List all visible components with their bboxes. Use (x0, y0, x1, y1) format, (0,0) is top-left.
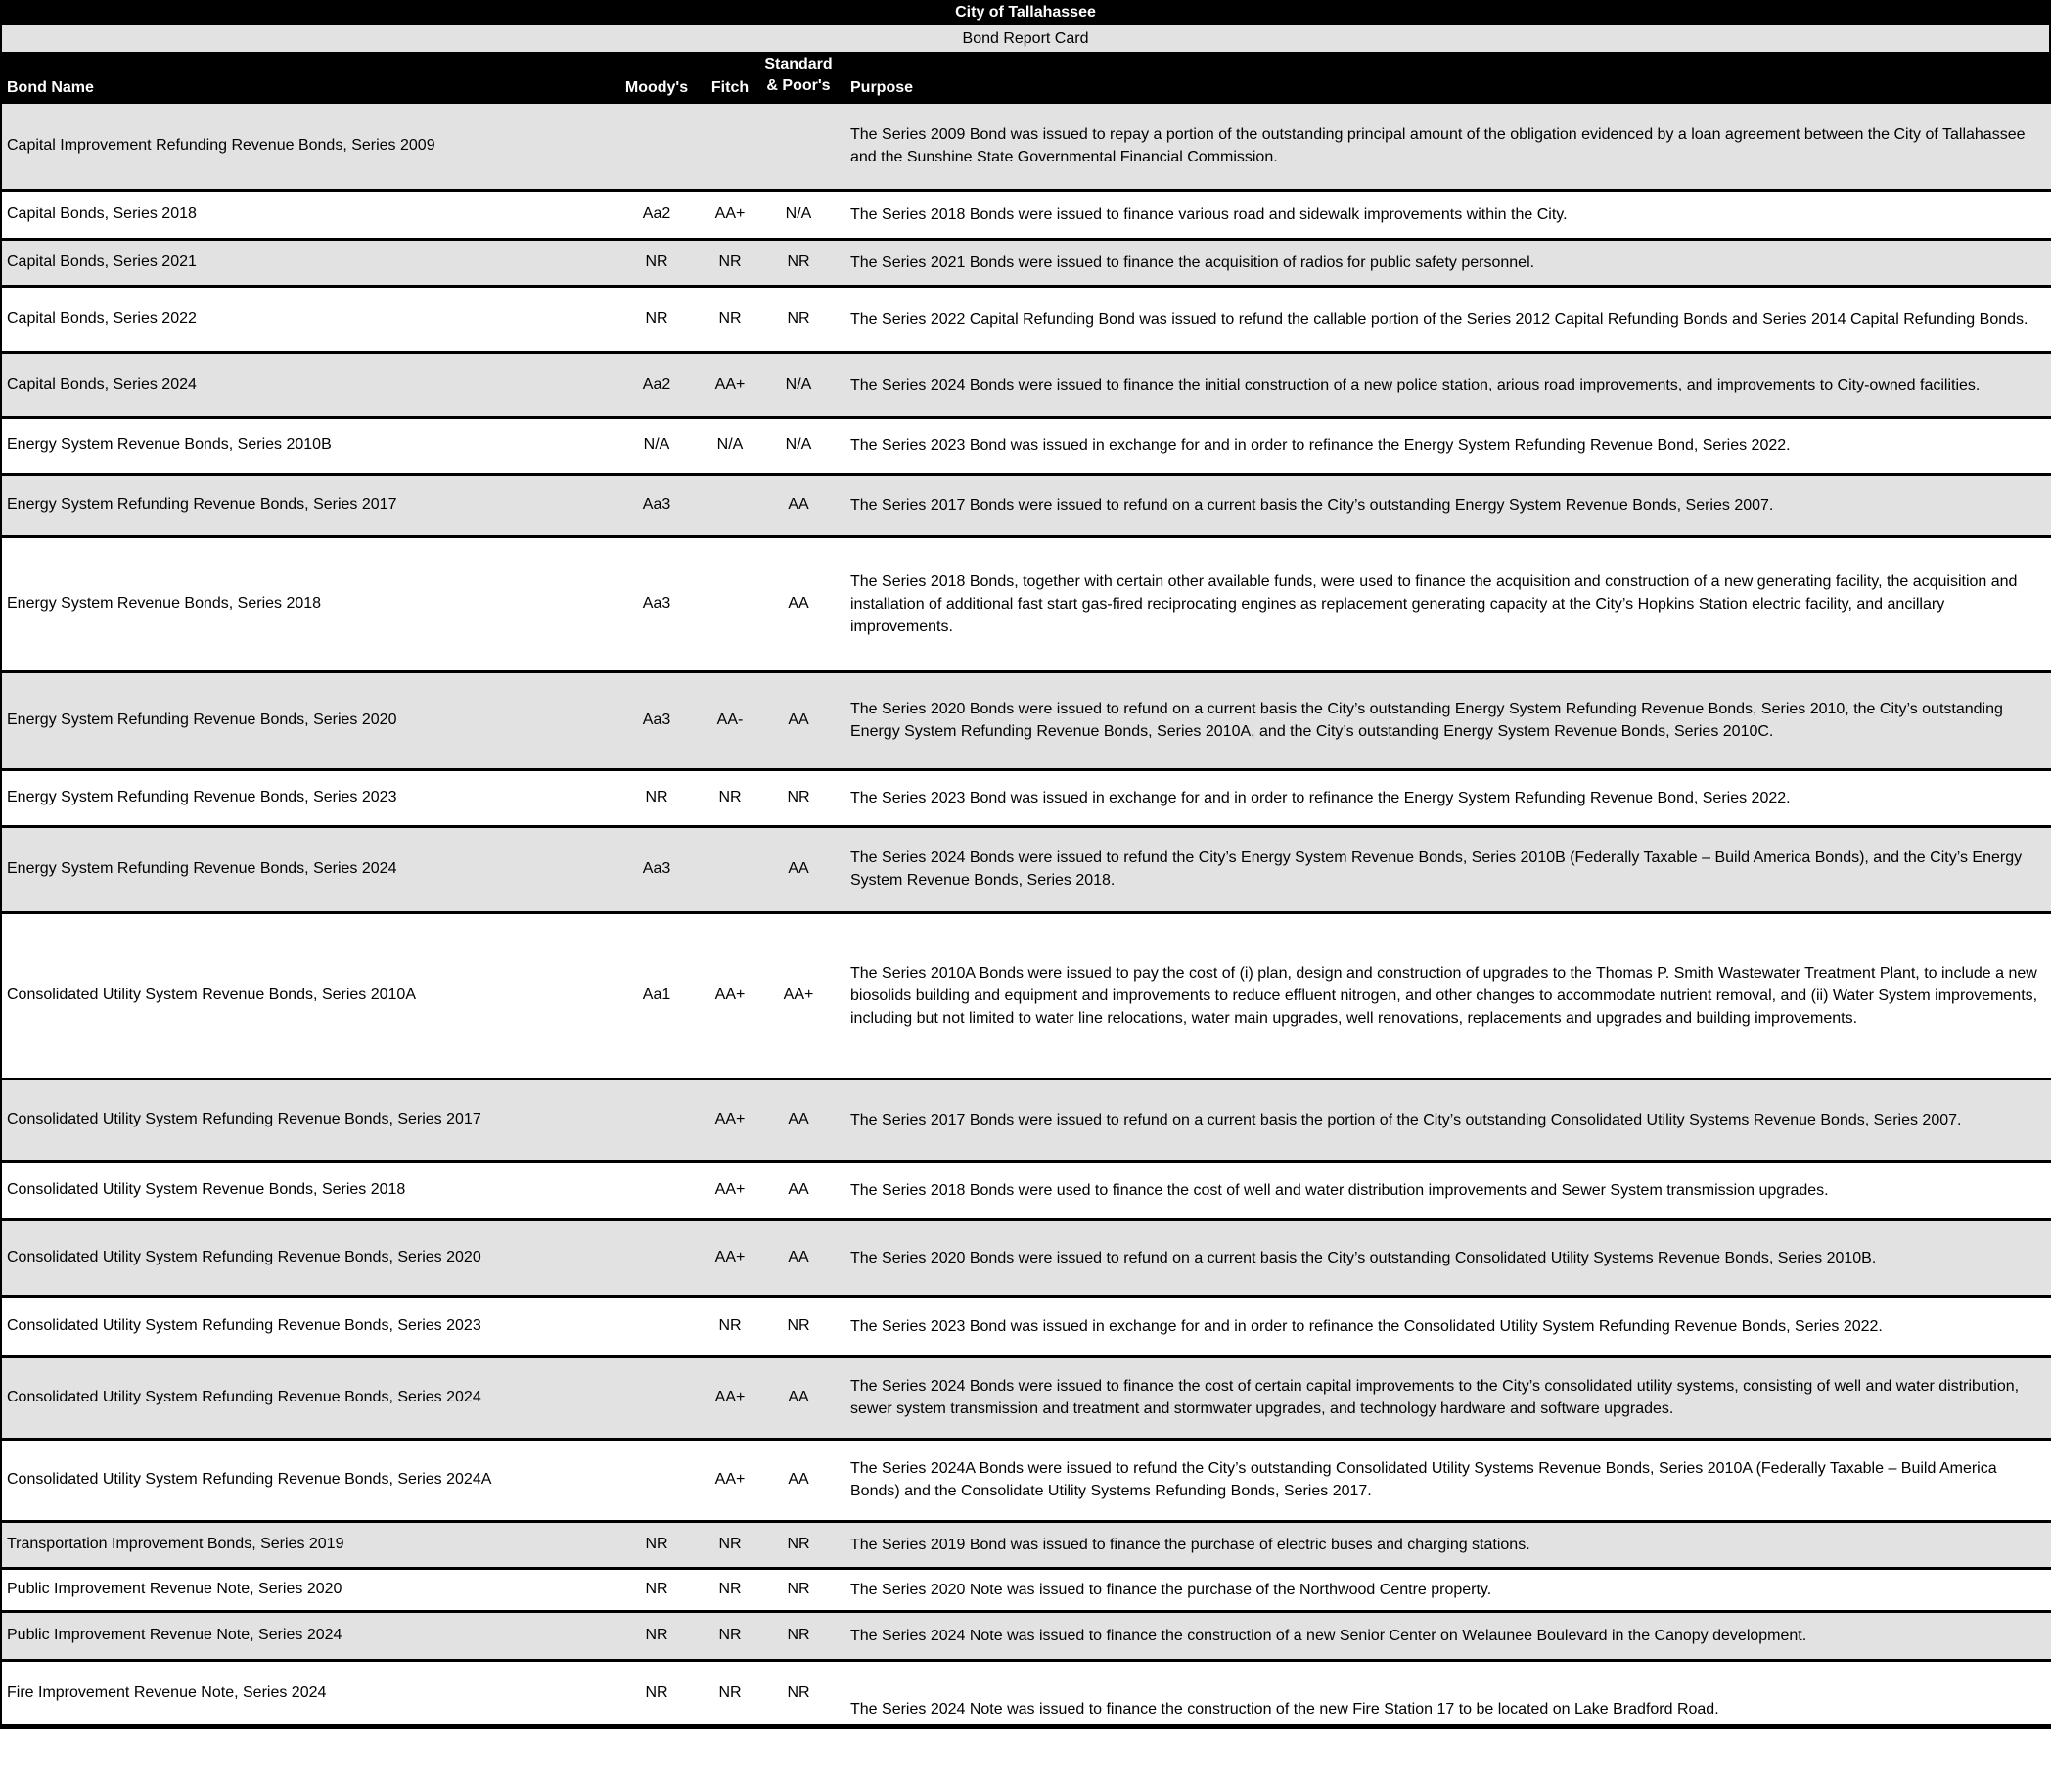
moodys-rating-cell: Aa3 (642, 860, 671, 877)
purpose-cell: The Series 2020 Bonds were issued to refund on a current basis the City’s outstanding Energy System Refunding Revenue Bonds, Series 2010, the City’s outstanding Energy System Refunding Revenue Bonds, Series 2010A, and the City’s outstanding Energy System Revenue Bonds, Series 2010C. (850, 701, 2003, 740)
bond-name-cell: Consolidated Utility System Revenue Bonds, Series 2010A (7, 987, 416, 1003)
fitch-rating-cell: AA+ (714, 376, 746, 392)
fitch-rating-cell: AA+ (714, 206, 746, 222)
standard-and-poors-rating-cell: NR (787, 1317, 810, 1334)
table-row (1, 912, 2051, 1079)
moodys-rating-cell: Aa2 (642, 206, 671, 222)
fitch-rating-cell: NR (718, 1581, 742, 1597)
bond-table-body (1, 102, 2051, 1726)
standard-and-poors-rating-cell: NR (787, 310, 810, 327)
sp-header-line2: & Poor's (766, 76, 831, 94)
standard-and-poors-rating-cell (764, 102, 833, 190)
purpose-cell: The Series 2010A Bonds were issued to pay the cost of (i) plan, design and construction of upgrades to the Thomas P. Smith Wastewater Treatment Plant, to include a new biosolids building and equipment and improvements to reduce effluent nitrogen, and other changes to accommodate nutrient removal, and (ii) Water System improvements, including but not limited to water line relocations, water main upgrades, well renovations, replacements and upgrades and building improvements. (850, 964, 2038, 1027)
standard-and-poors-rating-cell: NR (787, 1536, 810, 1552)
fitch-rating-cell: AA+ (714, 1389, 746, 1405)
standard-and-poors-rating-cell: NR (787, 1683, 810, 1701)
purpose-cell: The Series 2022 Capital Refunding Bond was issued to refund the callable portion of the Series 2012 Capital Refunding Bonds and Series 2014 Capital Refunding Bonds. (850, 310, 2028, 328)
moodys-rating-cell: N/A (643, 437, 670, 453)
fitch-rating-cell: NR (718, 789, 742, 805)
moodys-rating-cell (617, 1439, 696, 1521)
fitch-rating-cell: AA+ (714, 1249, 746, 1265)
purpose-cell: The Series 2009 Bond was issued to repay a portion of the outstanding principal amount of the obligation evidenced by a loan agreement between the City of Tallahassee and the Sunshine State Governmental Financial Commission. (850, 126, 2026, 165)
moodys-rating-cell (617, 1296, 696, 1356)
bond-name-cell: Energy System Revenue Bonds, Series 2010B (7, 437, 332, 453)
fitch-rating-cell (696, 102, 764, 190)
fitch-rating-cell (696, 474, 764, 536)
moodys-rating-cell: Aa3 (642, 595, 671, 612)
document-title: City of Tallahassee (955, 4, 1096, 21)
standard-and-poors-rating-cell: AA (788, 1181, 809, 1198)
fitch-rating-cell: AA+ (714, 1181, 746, 1198)
table-row (1, 417, 2051, 474)
table-row (1, 826, 2051, 912)
table-row (1, 1660, 2051, 1726)
bond-table-header (1, 52, 2051, 102)
bond-name-cell: Public Improvement Revenue Note, Series 2024 (7, 1627, 342, 1643)
bond-name-cell: Energy System Refunding Revenue Bonds, Series 2024 (7, 860, 397, 877)
standard-and-poors-rating-cell: AA (788, 1471, 809, 1488)
bond-name-cell: Consolidated Utility System Refunding Revenue Bonds, Series 2024A (7, 1471, 492, 1488)
moodys-rating-cell (617, 1356, 696, 1439)
bond-name-cell: Consolidated Utility System Refunding Revenue Bonds, Series 2023 (7, 1317, 481, 1334)
bond-name-cell: Consolidated Utility System Revenue Bonds, Series 2018 (7, 1181, 406, 1198)
moodys-rating-cell (617, 1079, 696, 1161)
moodys-rating-cell: Aa1 (642, 987, 671, 1003)
purpose-cell: The Series 2018 Bonds, together with certain other available funds, were used to finance the acquisition and construction of a new generating facility, the acquisition and installation of additional fast start gas-fired reciprocating engines as replacement generating capacity at the City’s Hopkins Station electric facility, and ancillary improvements. (850, 573, 2018, 635)
purpose-cell: The Series 2024 Bonds were issued to finance the initial construction of a new police station, arious road improvements, and improvements to City-owned facilities. (850, 376, 1981, 393)
fitch-rating-cell: NR (718, 253, 742, 270)
column-header-bond-name: Bond Name (7, 78, 94, 96)
purpose-cell: The Series 2018 Bonds were issued to finance various road and sidewalk improvements within the City. (850, 206, 1568, 223)
fitch-rating-cell: N/A (716, 437, 744, 453)
table-row (1, 474, 2051, 536)
table-row (1, 190, 2051, 239)
document-subtitle: Bond Report Card (962, 30, 1089, 47)
standard-and-poors-rating-cell: N/A (785, 206, 812, 222)
purpose-cell: The Series 2019 Bond was issued to finance the purchase of electric buses and charging stations. (850, 1536, 1530, 1553)
standard-and-poors-rating-cell: AA (788, 1111, 809, 1127)
fitch-rating-cell (696, 536, 764, 671)
purpose-cell: The Series 2024 Bonds were issued to finance the cost of certain capital improvements to the City’s consolidated utility systems, consisting of well and water distribution, sewer system transmission and treatment and stormwater upgrades, and technology hardware and software upgrades. (850, 1378, 2020, 1417)
moodys-rating-cell: NR (645, 1581, 668, 1597)
bond-name-cell: Consolidated Utility System Refunding Revenue Bonds, Series 2024 (7, 1389, 481, 1405)
moodys-rating-cell: NR (645, 310, 668, 327)
moodys-rating-cell: Aa3 (642, 712, 671, 728)
moodys-rating-cell: Aa2 (642, 376, 671, 392)
moodys-rating-cell: Aa3 (642, 496, 671, 513)
purpose-cell: The Series 2021 Bonds were issued to finance the acquisition of radios for public safety personnel. (850, 253, 1535, 271)
standard-and-poors-rating-cell: AA (788, 496, 809, 513)
purpose-cell: The Series 2024A Bonds were issued to refund the City’s outstanding Consolidated Utility Systems Revenue Bonds, Series 2010A (Federally Taxable – Build America Bonds) and the Consolidate Utility Systems Refunding Bonds, Series 2017. (850, 1460, 1997, 1499)
table-row (1, 671, 2051, 769)
standard-and-poors-rating-cell: AA (788, 860, 809, 877)
standard-and-poors-rating-cell: NR (787, 1581, 810, 1597)
bond-name-cell: Consolidated Utility System Refunding Revenue Bonds, Series 2020 (7, 1249, 481, 1265)
column-header-moodys: Moody's (624, 78, 689, 96)
fitch-rating-cell: AA+ (714, 987, 746, 1003)
table-row (1, 352, 2051, 417)
purpose-cell: The Series 2024 Note was issued to finance the construction of a new Senior Center on Welaunee Boulevard in the Canopy development. (850, 1627, 1807, 1644)
purpose-cell: The Series 2018 Bonds were used to finance the cost of well and water distribution improvements and Sewer System transmission upgrades. (850, 1181, 1829, 1199)
table-row (1, 102, 2051, 190)
table-row (1, 1161, 2051, 1219)
purpose-cell: The Series 2024 Note was issued to finance the construction of the new Fire Station 17 to be located on Lake Bradford Road. (850, 1700, 1719, 1718)
moodys-rating-cell (617, 1161, 696, 1219)
purpose-cell: The Series 2023 Bond was issued in exchange for and in order to refinance the Energy System Refunding Revenue Bond, Series 2022. (850, 437, 1791, 454)
fitch-rating-cell: AA- (716, 712, 744, 728)
table-row (1, 536, 2051, 671)
document-subtitle-bar (0, 25, 2051, 52)
standard-and-poors-rating-cell: AA (788, 712, 809, 728)
bond-name-cell: Transportation Improvement Bonds, Series 2019 (7, 1536, 344, 1552)
table-row (1, 1356, 2051, 1439)
document-title-bar (0, 0, 2051, 25)
table-row (1, 769, 2051, 826)
fitch-rating-cell (696, 826, 764, 912)
bond-table (0, 52, 2051, 1729)
purpose-cell: The Series 2023 Bond was issued in exchange for and in order to refinance the Consolidated Utility System Refunding Revenue Bonds, Series 2022. (850, 1317, 1883, 1335)
purpose-cell: The Series 2017 Bonds were issued to refund on a current basis the portion of the City’s outstanding Consolidated Utility Systems Revenue Bonds, Series 2007. (850, 1111, 1962, 1128)
table-row (1, 1568, 2051, 1611)
table-row (1, 1296, 2051, 1356)
moodys-rating-cell (617, 102, 696, 190)
table-row (1, 1079, 2051, 1161)
bond-name-cell: Capital Bonds, Series 2021 (7, 253, 197, 270)
moodys-rating-cell: NR (645, 1627, 668, 1643)
purpose-cell: The Series 2024 Bonds were issued to refund the City’s Energy System Revenue Bonds, Series 2010B (Federally Taxable – Build America Bonds), and the City’s Energy System Revenue Bonds, Series 2018. (850, 850, 2023, 889)
moodys-rating-cell: NR (645, 253, 668, 270)
column-header-purpose: Purpose (850, 78, 914, 96)
column-header-fitch: Fitch (710, 78, 750, 96)
standard-and-poors-rating-cell: NR (787, 253, 810, 270)
standard-and-poors-rating-cell: AA (788, 1249, 809, 1265)
moodys-rating-cell (617, 1219, 696, 1296)
fitch-rating-cell: NR (718, 1536, 742, 1552)
fitch-rating-cell: NR (718, 310, 742, 327)
standard-and-poors-rating-cell: NR (787, 1627, 810, 1643)
bond-name-cell: Energy System Refunding Revenue Bonds, Series 2020 (7, 712, 397, 728)
table-row (1, 1521, 2051, 1568)
moodys-rating-cell: NR (645, 1536, 668, 1552)
sp-header-line1: Standard (764, 55, 833, 72)
purpose-cell: The Series 2023 Bond was issued in exchange for and in order to refinance the Energy System Refunding Revenue Bond, Series 2022. (850, 789, 1791, 806)
purpose-cell: The Series 2017 Bonds were issued to refund on a current basis the City’s outstanding Energy System Revenue Bonds, Series 2007. (850, 496, 1774, 514)
fitch-rating-cell: AA+ (714, 1111, 746, 1127)
standard-and-poors-rating-cell: N/A (785, 437, 812, 453)
bond-name-cell: Energy System Revenue Bonds, Series 2018 (7, 595, 322, 612)
standard-and-poors-rating-cell: N/A (785, 376, 812, 392)
bond-name-cell: Capital Bonds, Series 2024 (7, 376, 197, 392)
header-row (1, 52, 2051, 102)
fitch-rating-cell: NR (718, 1683, 742, 1701)
column-header-standard-and-poors (764, 52, 833, 102)
table-row (1, 1439, 2051, 1521)
standard-and-poors-rating-cell: AA (788, 595, 809, 612)
bond-name-cell: Capital Bonds, Series 2022 (7, 310, 197, 327)
table-row (1, 1219, 2051, 1296)
bond-name-cell: Energy System Refunding Revenue Bonds, Series 2023 (7, 789, 397, 805)
moodys-rating-cell: NR (645, 789, 668, 805)
table-row (1, 286, 2051, 352)
moodys-rating-cell: NR (645, 1683, 668, 1701)
bond-name-cell: Fire Improvement Revenue Note, Series 2024 (7, 1683, 327, 1701)
table-row (1, 239, 2051, 286)
fitch-rating-cell: AA+ (714, 1471, 746, 1488)
standard-and-poors-rating-cell: AA+ (783, 987, 814, 1003)
purpose-cell: The Series 2020 Bonds were issued to refund on a current basis the City’s outstanding Consolidated Utility Systems Revenue Bonds, Series 2010B. (850, 1249, 1877, 1266)
fitch-rating-cell: NR (718, 1627, 742, 1643)
fitch-rating-cell: NR (718, 1317, 742, 1334)
bond-name-cell: Consolidated Utility System Refunding Revenue Bonds, Series 2017 (7, 1111, 481, 1127)
bond-name-cell: Capital Bonds, Series 2018 (7, 206, 197, 222)
bond-name-cell: Public Improvement Revenue Note, Series 2020 (7, 1581, 342, 1597)
standard-and-poors-rating-cell: AA (788, 1389, 809, 1405)
table-row (1, 1611, 2051, 1660)
purpose-cell: The Series 2020 Note was issued to finance the purchase of the Northwood Centre property. (850, 1581, 1492, 1598)
standard-and-poors-rating-cell: NR (787, 789, 810, 805)
bond-name-cell: Energy System Refunding Revenue Bonds, Series 2017 (7, 496, 397, 513)
bond-name-cell: Capital Improvement Refunding Revenue Bonds, Series 2009 (7, 137, 435, 154)
